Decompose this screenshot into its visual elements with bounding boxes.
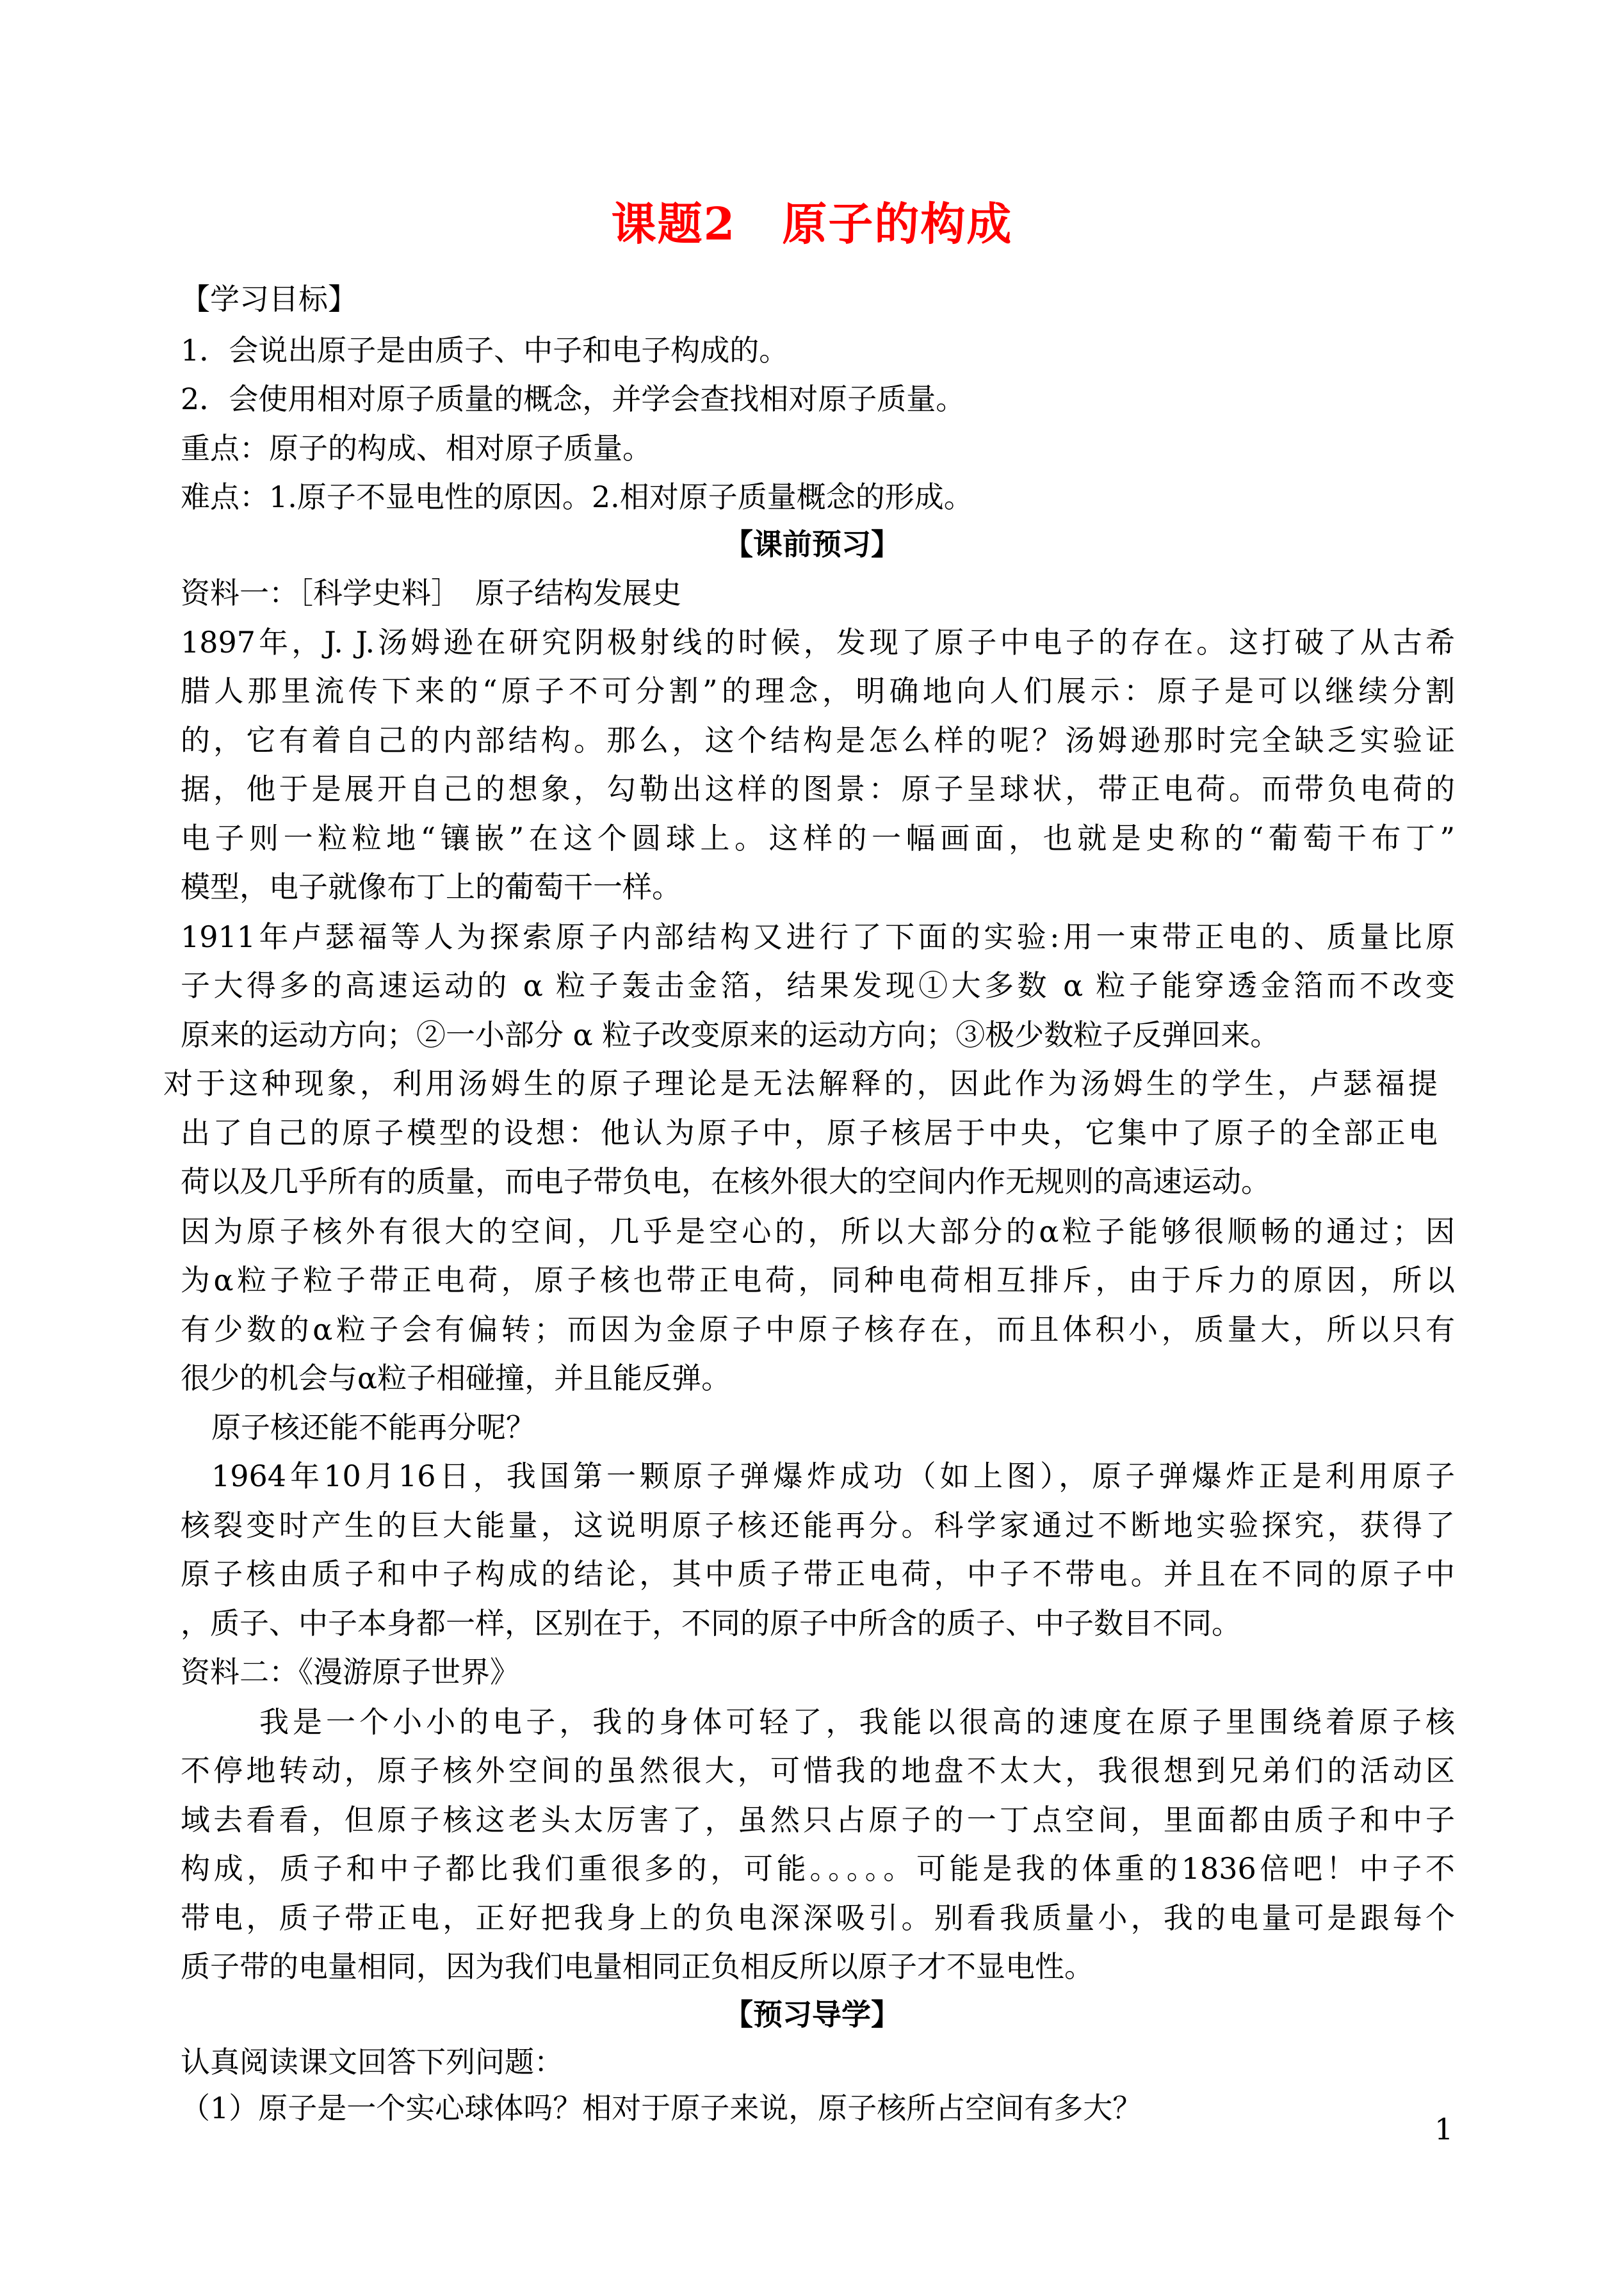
paragraph-line: 质子带的电量相同，因为我们电量相同正负相反所以原子才不显电性。 xyxy=(181,1949,1094,1984)
paragraph-line: 构成，质子和中子都比我们重很多的，可能。。。。。可能是我的体重的1836倍吧！中子不 xyxy=(181,1851,1455,1886)
paragraph-line: ，质子、中子本身都一样，区别在于，不同的原子中所含的质子、中子数目不同。 xyxy=(181,1606,1241,1641)
paragraph-line: 据，他于是展开自己的想象，勾勒出这样的图景：原子呈球状，带正电荷。而带负电荷的 xyxy=(181,772,1455,806)
objectives-heading: 【学习目标】 xyxy=(181,282,357,316)
paragraph-line: 域去看看，但原子核这老头太厉害了，虽然只占原子的一丁点空间，里面都由质子和中子 xyxy=(181,1803,1455,1837)
paragraph-line: 腊人那里流传下来的“原子不可分割”的理念，明确地向人们展示：原子是可以继续分割 xyxy=(181,674,1455,708)
guide-intro: 认真阅读课文回答下列问题： xyxy=(181,2045,564,2079)
paragraph-line: 原来的运动方向；②一小部分 α 粒子改变原来的运动方向；③极少数粒子反弹回来。 xyxy=(181,1018,1280,1052)
paragraph-line: 有少数的α粒子会有偏转；而因为金原子中原子核存在，而且体积小，质量大，所以只有 xyxy=(181,1312,1455,1347)
paragraph-line: 不停地转动，原子核外空间的虽然很大，可惜我的地盘不太大，我很想到兄弟们的活动区 xyxy=(181,1753,1455,1788)
paragraph-line: 为α粒子粒子带正电荷，原子核也带正电荷，同种电荷相互排斥，由于斥力的原因，所以 xyxy=(181,1263,1455,1297)
paragraph-line: 很少的机会与α粒子相碰撞，并且能反弹。 xyxy=(181,1361,731,1395)
objective-item: 1．会说出原子是由质子、中子和电子构成的。 xyxy=(181,333,789,368)
paragraph-line: 出了自己的原子模型的设想：他认为原子中，原子核居于中央，它集中了原子的全部正电 xyxy=(181,1115,1438,1150)
guide-question-1: （1）原子是一个实心球体吗？相对于原子来说，原子核所占空间有多大？ xyxy=(181,2091,1142,2125)
difficulty-point: 难点：1.原子不显电性的原因。2.相对原子质量概念的形成。 xyxy=(181,480,973,514)
guide-heading: 【预习导学】 xyxy=(724,1997,900,2032)
objective-item: 2．会使用相对原子质量的概念，并学会查找相对原子质量。 xyxy=(181,382,966,416)
paragraph-line: 带电，质子带正电，正好把我身上的负电深深吸引。别看我质量小，我的电量可是跟每个 xyxy=(181,1901,1455,1935)
paragraph-line: 的，它有着自己的内部结构。那么，这个结构是怎么样的呢？汤姆逊那时完全缺乏实验证 xyxy=(181,723,1455,758)
page-number: 1 xyxy=(1434,2112,1454,2146)
paragraph-line: 1964年10月16日，我国第一颗原子弹爆炸成功（如上图），原子弹爆炸正是利用原子 xyxy=(211,1459,1455,1493)
paragraph-line: 模型，电子就像布丁上的葡萄干一样。 xyxy=(181,870,681,904)
preview-heading: 【课前预习】 xyxy=(724,527,900,562)
paragraph-line: 1897年，J. J.汤姆逊在研究阴极射线的时候，发现了原子中电子的存在。这打破了从古希 xyxy=(181,625,1455,660)
question-divide: 原子核还能不能再分呢？ xyxy=(211,1410,535,1445)
material2-title: 资料二：《漫游原子世界》 xyxy=(181,1655,519,1689)
paragraph-line: 电子则一粒粒地“镶嵌”在这个圆球上。这样的一幅画面，也就是史称的“葡萄干布丁” xyxy=(181,821,1455,856)
paragraph-line: 核裂变时产生的巨大能量，这说明原子核还能再分。科学家通过不断地实验探究，获得了 xyxy=(181,1508,1455,1543)
paragraph-line: 对于这种现象，利用汤姆生的原子理论是无法解释的，因此作为汤姆生的学生，卢瑟福提 xyxy=(163,1066,1438,1101)
paragraph-line: 因为原子核外有很大的空间，几乎是空心的，所以大部分的α粒子能够很顺畅的通过；因 xyxy=(181,1214,1455,1249)
material1-title: 资料一：［科学史料］ 原子结构发展史 xyxy=(181,576,681,610)
page-title: 课题2 原子的构成 xyxy=(611,197,1013,250)
paragraph-line: 原子核由质子和中子构成的结论，其中质子带正电荷，中子不带电。并且在不同的原子中 xyxy=(181,1557,1455,1591)
paragraph-line: 我是一个小小的电子，我的身体可轻了，我能以很高的速度在原子里围绕着原子核 xyxy=(259,1705,1455,1739)
paragraph-line: 荷以及几乎所有的质量，而电子带负电，在核外很大的空间内作无规则的高速运动。 xyxy=(181,1164,1271,1199)
paragraph-line: 子大得多的高速运动的 α 粒子轰击金箔，结果发现①大多数 α 粒子能穿透金箔而不改变 xyxy=(181,968,1455,1003)
key-point: 重点：原子的构成、相对原子质量。 xyxy=(181,431,652,466)
paragraph-line: 1911年卢瑟福等人为探索原子内部结构又进行了下面的实验:用一束带正电的、质量比原 xyxy=(181,920,1455,954)
